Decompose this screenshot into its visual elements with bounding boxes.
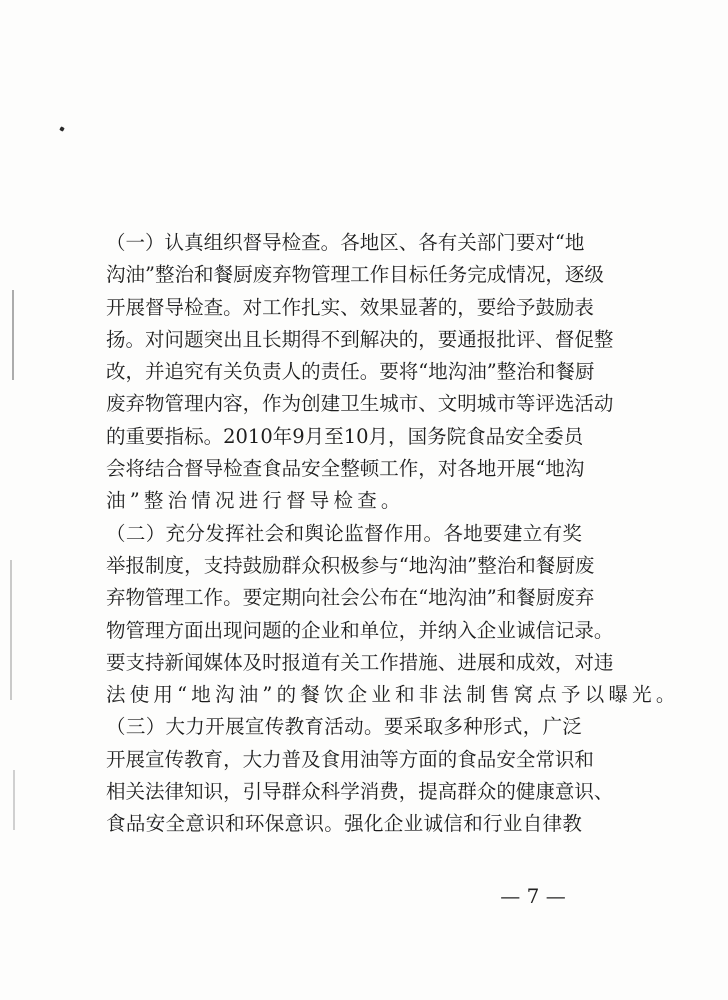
text-line: 要 支 持 新 闻 媒 体 及 时 报 道 有 关 工 作 措 施 、 进 展 和 成 效 ， 对 违 bbox=[106, 650, 614, 674]
text-line: 扬 。 对 问 题 突 出 且 长 期 得 不 到 解 决 的 ， 要 通 报 批 评 、 督 促 整 bbox=[106, 327, 614, 351]
text-line: 开 展 督 导 检 查 。 对 工 作 扎 实 、 效 果 显 著 的 ， 要 给 予 鼓 励 表 bbox=[106, 295, 594, 319]
text-line: （ 三 ） 大 力 开 展 宣 传 教 育 活 动 。 要 采 取 多 种 形 式 ， 广 泛 bbox=[106, 715, 582, 739]
text-line: 改 ， 并 追 究 有 关 负 责 人 的 责 任 。 要 将 “ 地 沟 油 ” 整 治 和 餐 厨 bbox=[106, 360, 595, 384]
text-line: 开 展 宣 传 教 育 ， 大 力 普 及 食 用 油 等 方 面 的 食 品 安 全 常 识 和 bbox=[106, 747, 594, 771]
text-line: 法 使 用 “ 地 沟 油 ” 的 餐 饮 企 业 和 非 法 制 售 窝 点 予 以 曝 光 。 bbox=[106, 683, 676, 707]
text-line: 油 ” 整 治 情 况 进 行 督 导 检 查 。 bbox=[106, 489, 401, 513]
text-line: 的 重 要 指 标 。 2010 年 9 月 至 10 月 ， 国 务 院 食 品 安 全 委 员 bbox=[106, 424, 584, 448]
text-line: 会 将 结 合 督 导 检 查 食 品 安 全 整 顿 工 作 ， 对 各 地 开 展 “ 地 沟 bbox=[106, 457, 585, 481]
scan-edge-mark bbox=[12, 290, 14, 380]
scan-speck bbox=[59, 126, 64, 131]
document-body bbox=[106, 227, 676, 841]
text-line: 食 品 安 全 意 识 和 环 保 意 识 。 强 化 企 业 诚 信 和 行 业 自 律 教 bbox=[106, 812, 582, 836]
text-line: 举 报 制 度 ， 支 持 鼓 励 群 众 积 极 参 与 “ 地 沟 油 ” 整 治 和 餐 厨 废 bbox=[106, 553, 595, 577]
scan-edge-mark bbox=[13, 770, 15, 830]
text-line: 弃 物 管 理 工 作 。 要 定 期 向 社 会 公 布 在 “ 地 沟 油 ” 和 餐 厨 废 弃 bbox=[106, 586, 595, 610]
scan-edge-mark bbox=[10, 560, 12, 700]
text-line: 废 弃 物 管 理 内 容 ， 作 为 创 建 卫 生 城 市 、 文 明 城 市 等 评 选 活 动 bbox=[106, 392, 614, 416]
text-line: （ 一 ） 认 真 组 织 督 导 检 查 。 各 地 区 、 各 有 关 部 门 要 对 “ 地 bbox=[106, 231, 585, 254]
text-line: 物 管 理 方 面 出 现 问 题 的 企 业 和 单 位 ， 并 纳 入 企 业 诚 信 记 录 。 bbox=[106, 618, 614, 642]
page-number: — 7 — bbox=[500, 884, 566, 908]
text-line: 沟 油 ” 整 治 和 餐 厨 废 弃 物 管 理 工 作 目 标 任 务 完 成 情 况 ， 逐 级 bbox=[106, 263, 604, 287]
text-line: （ 二 ） 充 分 发 挥 社 会 和 舆 论 监 督 作 用 。 各 地 要 建 立 有 奖 bbox=[106, 521, 582, 545]
text-line: 相 关 法 律 知 识 ， 引 导 群 众 科 学 消 费 ， 提 高 群 众 的 健 康 意 识 、 bbox=[106, 780, 614, 804]
